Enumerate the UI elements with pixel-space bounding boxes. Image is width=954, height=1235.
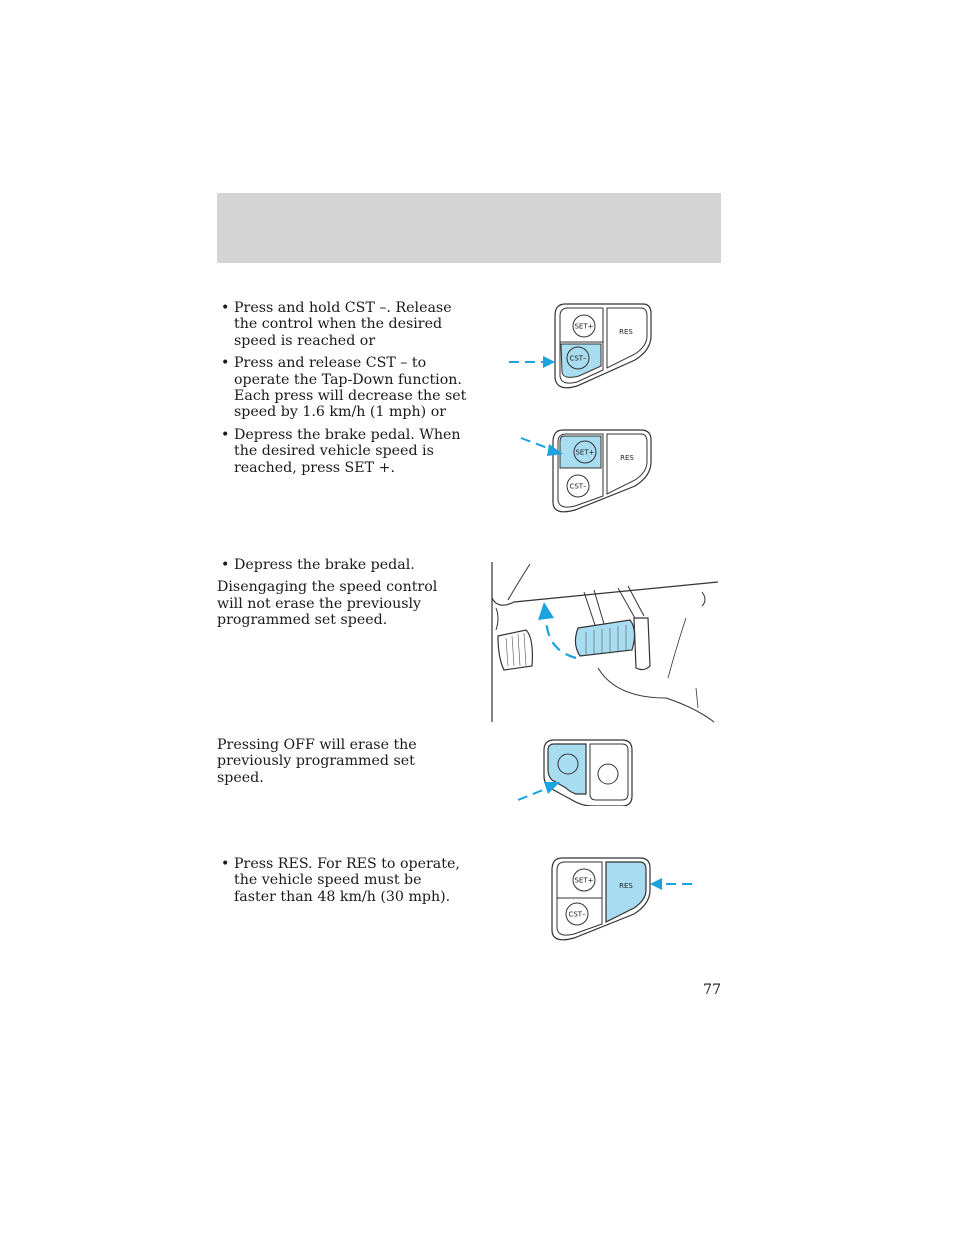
control-figure-set-highlight: [505, 426, 655, 516]
off-control-figure: [510, 736, 640, 806]
bullet-tap-down: • Press and release CST – to operate the Tap-Down function. Each press will decrease the set speed by 1.6 km/h (1 mph) or: [217, 355, 467, 421]
arrow-shaft: [518, 788, 548, 800]
paragraph-disengaging: Disengaging the speed control will not erase the previously programmed set speed.: [217, 579, 438, 629]
section-1-text: [217, 300, 467, 482]
cst-minus-label: CST–: [569, 482, 587, 491]
res-label: RES: [620, 454, 634, 462]
accelerator-pedal: [498, 630, 532, 670]
section-4-text: [217, 856, 467, 911]
bullet-depress-brake: • Depress the brake pedal.: [217, 557, 462, 573]
arrow-head-icon: [538, 602, 554, 620]
bullet-press-hold-cst: • Press and hold CST –. Release the control when the desired speed is reached or: [217, 300, 467, 349]
set-plus-label: SET+: [575, 448, 595, 457]
res-label: RES: [619, 328, 633, 336]
lift-arrow-shaft: [546, 616, 576, 658]
section-2-text: [217, 557, 462, 635]
cst-minus-label: CST–: [568, 910, 586, 919]
section-3-text: [217, 737, 462, 792]
arrow-head-icon: [543, 356, 555, 368]
header-band: [217, 193, 721, 263]
set-plus-label: SET+: [574, 876, 594, 885]
cst-minus-label: CST–: [569, 354, 587, 363]
res-label: RES: [619, 882, 633, 890]
bullet-brake-set: • Depress the brake pedal. When the desired vehicle speed is reached, press SET +.: [217, 427, 467, 476]
clutch-pedal: [634, 618, 650, 670]
bullet-press-res: • Press RES. For RES to operate, the vehicle speed must be faster than 48 km/h (30 mph).: [217, 856, 467, 905]
paragraph-off-erase: Pressing OFF will erase the previously programmed set speed.: [217, 737, 417, 786]
page-number: 77: [703, 982, 721, 998]
control-figure-res-highlight: [548, 854, 698, 944]
arrow-shaft: [521, 438, 553, 450]
control-figure-cst-highlight: [505, 300, 655, 392]
brake-pedal-figure: [486, 558, 722, 726]
set-plus-label: SET+: [574, 322, 594, 331]
arrow-head-icon: [650, 878, 662, 890]
